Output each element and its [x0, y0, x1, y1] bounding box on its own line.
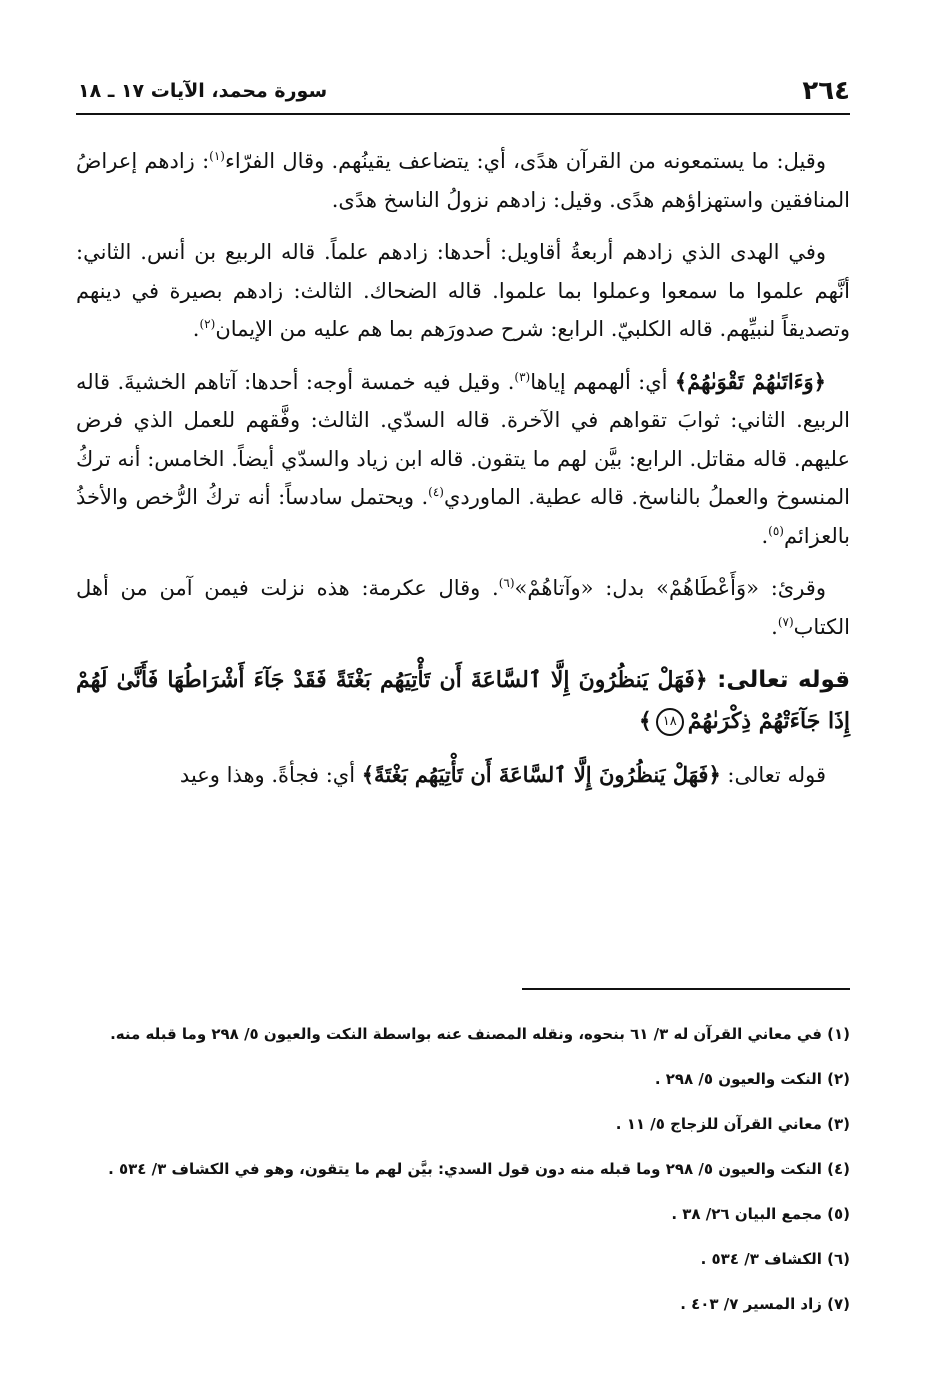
footnote-rule — [522, 988, 850, 990]
footnote-6: (٦) الكشاف ٣/ ٥٣٤ . — [700, 1250, 850, 1268]
footnote-ref-2[interactable]: (٢) — [199, 317, 216, 331]
footnote-2: (٢) النكت والعيون ٥/ ٢٩٨ . — [654, 1070, 850, 1088]
footnote-3: (٣) معاني القرآن للزجاج ٥/ ١١ . — [615, 1115, 850, 1133]
page-header — [78, 66, 850, 106]
ayah-number-marker: ١٨ — [656, 708, 684, 736]
footnote-ref-7[interactable]: (٧) — [777, 614, 794, 629]
footnote-ref-4[interactable]: (٤) — [428, 485, 444, 499]
ayah-lead: قوله تعالى: — [707, 667, 851, 693]
footnotes — [76, 1023, 850, 1338]
page-number: ٢٦٤ — [802, 76, 850, 106]
ayah-text: ﴿فَهَلْ يَنظُرُونَ إِلَّا ٱلسَّاعَةَ أَن تَأْتِيَهُم بَغْتَةً فَقَدْ جَآءَ أَشْرَاطُهَا فَأَنَّىٰ لَهُمْ إِذَا جَآءَتْهُمْ ذِكْرَىٰهُمْ — [76, 667, 850, 734]
paragraph-4: وقرئ: «وَأَعْطَاهُمْ» بدل: «وآتاهُمْ»$^{(٦)}$. وقال عكرمة: هذه نزلت فيمن آمن من أهل الكتاب$^{(٧)}$. — [76, 576, 850, 639]
paragraph-3: ﴿وَءَاتَىٰهُمْ تَقْوَىٰهُمْ﴾ أي: ألهمهم إياها$^{(٣)}$. وقيل فيه خمسة أوجه: أحدها: آتاهم الخشيةَ. قاله الربيع. الثاني: ثوابَ تقواهم في الآخرة. قاله السدّي. الثالث: وفَّقهم للعمل الذي فرض عليهم. قاله مقاتل. الرابع: بيَّن لهم ما يتقون. قاله ابن زياد والسدّي أيضاً. الخامس: أنه تركُ المنسوخ والعملُ بالناسخ. قاله عطية. الماوردي$^{(٤)}$. ويحتمل سادساً: أنه تركُ الرُّخص والأخذُ بالعزائم$^{(٥)}$. — [76, 368, 850, 548]
header-rule — [76, 113, 850, 115]
running-title: سورة محمد، الآيات ١٧ ـ ١٨ — [78, 80, 328, 102]
ayah-heading — [76, 660, 850, 742]
quran-quote: ﴿فَهَلْ يَنظُرُونَ إِلَّا ٱلسَّاعَةَ أَن تَأْتِيَهُم بَغْتَةً﴾ — [361, 762, 721, 787]
paragraph-1: وقيل: ما يستمعونه من القرآن هدًى، أي: يتضاعف يقينُهم. وقال الفرّاء$^{(١)}$: زادهم إعراضُ المنافقين واستهزاؤهم هدًى. وقيل: زادهم نزولُ الناسخ هدًى. — [76, 149, 850, 212]
footnote-1: (١) في معاني القرآن له ٣/ ٦١ بنحوه، ونقله المصنف عنه بواسطة النكت والعيون ٥/ ٢٩٨ وما قبله منه. — [110, 1025, 850, 1043]
paragraph-2: وفي الهدى الذي زادهم أربعةُ أقاويل: أحدها: زادهم علماً. قاله الربيع بن أنس. الثاني: أنَّهم علموا ما سمعوا وعملوا بما علموا. قاله الضحاك. الثالث: زادهم بصيرة في دينهم وتصديقاً لنبيِّهم. قاله الكلبيّ. الرابع: شرح صدورَهم بما هم عليه من الإيمان$^{(٢)}$. — [76, 240, 850, 341]
quran-quote: ﴿وَءَاتَىٰهُمْ تَقْوَىٰهُمْ﴾ — [674, 368, 826, 394]
footnote-ref-6[interactable]: (٦) — [498, 576, 515, 590]
footnote-ref-3[interactable]: (٣) — [514, 369, 531, 384]
main-text — [76, 142, 850, 809]
ayah-close-bracket: ﴾ — [638, 708, 652, 734]
footnote-5: (٥) مجمع البيان ٢٦/ ٣٨ . — [671, 1205, 850, 1223]
footnote-7: (٧) زاد المسير ٧/ ٤٠٣ . — [680, 1295, 850, 1313]
paragraph-5: قوله تعالى: ﴿فَهَلْ يَنظُرُونَ إِلَّا ٱلسَّاعَةَ أَن تَأْتِيَهُم بَغْتَةً﴾ أي: فجأةً. وهذا وعيد — [179, 762, 826, 787]
footnote-ref-1[interactable]: (١) — [209, 149, 225, 163]
footnote-4: (٤) النكت والعيون ٥/ ٢٩٨ وما قبله منه دون قول السدي: بيَّن لهم ما يتقون، وهو في الكشاف ٣/ ٥٣٤ . — [108, 1160, 850, 1178]
footnote-ref-5[interactable]: (٥) — [768, 523, 784, 538]
